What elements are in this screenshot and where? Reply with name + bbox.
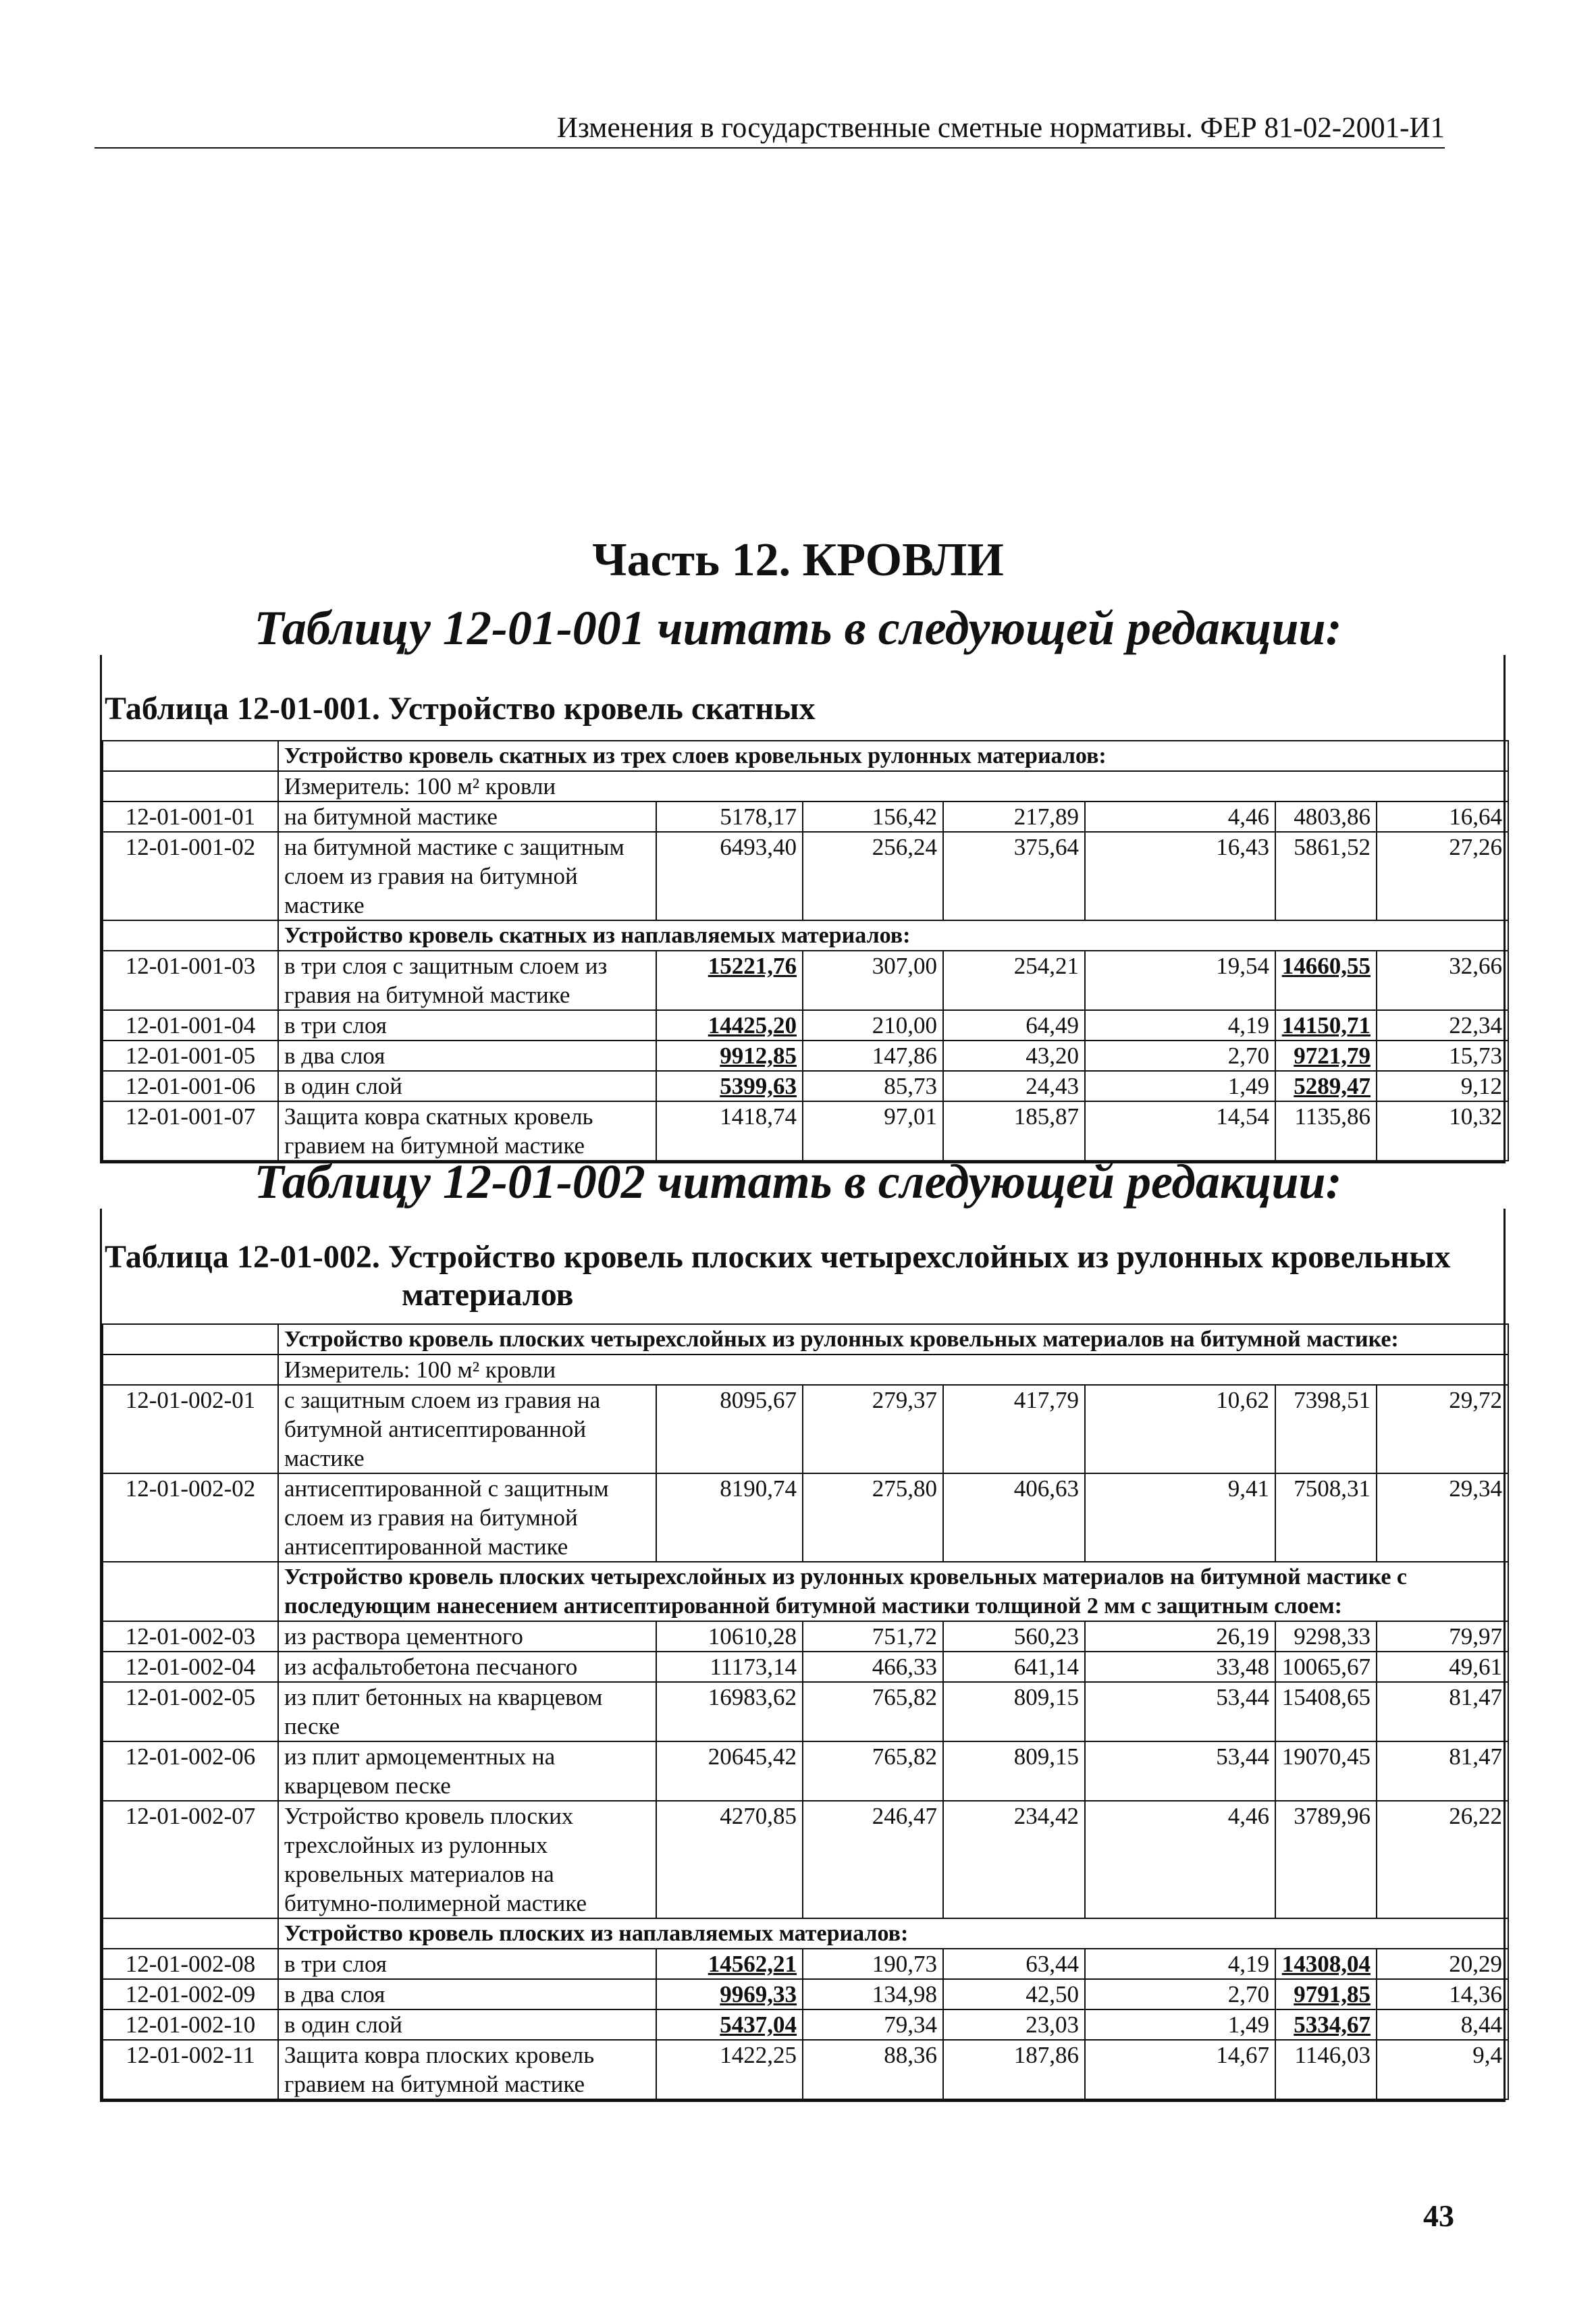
redaction-note-2: Таблицу 12-01-002 читать в следующей редакции: [254,1155,1342,1209]
value-col-4: 53,44 [1085,1682,1275,1741]
table-row [103,2009,1508,2040]
redaction-note-1: Таблицу 12-01-001 читать в следующей редакции: [254,601,1342,655]
row-name: на битумной мастике с защитным слоем из гравия на битумной мастике [278,832,656,920]
value-col-6: 26,22 [1377,1801,1508,1918]
value-col-6: 10,32 [1377,1101,1508,1161]
value-col-3: 187,86 [943,2040,1085,2099]
table-row [103,1071,1508,1101]
value-col-3: 417,79 [943,1385,1085,1473]
blank-cell [103,1562,278,1621]
value-col-2: 275,80 [803,1473,943,1562]
value-col-1: 1422,25 [656,2040,803,2099]
table-title [102,1209,1504,1323]
value-col-4: 4,46 [1085,1801,1275,1918]
row-code: 12-01-002-09 [103,1979,278,2009]
page-number: 43 [1423,2199,1454,2233]
value-col-2: 97,01 [803,1101,943,1161]
value-col-3: 254,21 [943,951,1085,1010]
value-col-2: 751,72 [803,1621,943,1652]
value-col-3: 560,23 [943,1621,1085,1652]
row-name: в три слоя [278,1949,656,1979]
value-col-5: 1135,86 [1275,1101,1377,1161]
value-col-3: 43,20 [943,1041,1085,1071]
section-row [103,1324,1508,1355]
row-code: 12-01-002-03 [103,1621,278,1652]
section-row [103,741,1508,771]
table-row [103,1101,1508,1161]
value-col-4: 9,41 [1085,1473,1275,1562]
value-col-6: 81,47 [1377,1741,1508,1801]
table-row [103,1010,1508,1041]
table-row [103,1473,1508,1562]
row-name: в два слоя [278,1041,656,1071]
value-col-1: 14425,20 [656,1010,803,1041]
table-title-line1: Таблица 12-01-002. Устройство кровель плоских четырехслойных из рулонных кровельных [105,1239,1451,1275]
row-name: Защита ковра плоских кровель гравием на битумной мастике [278,2040,656,2099]
value-col-1: 5399,63 [656,1071,803,1101]
row-name: из асфальтобетона песчаного [278,1652,656,1682]
value-col-4: 1,49 [1085,1071,1275,1101]
value-col-2: 307,00 [803,951,943,1010]
value-col-5: 9721,79 [1275,1041,1377,1071]
section-heading: Устройство кровель плоских из наплавляемых материалов: [278,1918,1508,1949]
value-col-5: 14150,71 [1275,1010,1377,1041]
value-col-4: 2,70 [1085,1041,1275,1071]
value-col-5: 7398,51 [1275,1385,1377,1473]
value-col-1: 6493,40 [656,832,803,920]
table-row [103,1682,1508,1741]
header-rule [95,147,1445,149]
value-col-2: 210,00 [803,1010,943,1041]
value-col-4: 2,70 [1085,1979,1275,2009]
blank-cell [103,771,278,801]
row-code: 12-01-001-05 [103,1041,278,1071]
value-col-6: 49,61 [1377,1652,1508,1682]
value-col-3: 406,63 [943,1473,1085,1562]
value-col-5: 9298,33 [1275,1621,1377,1652]
blank-cell [103,1918,278,1949]
row-code: 12-01-002-11 [103,2040,278,2099]
table-title-line2: материалов [402,1277,574,1313]
value-col-4: 4,19 [1085,1949,1275,1979]
table-12-01-002-block [100,1209,1506,2102]
row-name: антисептированной с защитным слоем из гравия на битумной антисептированной мастике [278,1473,656,1562]
row-code: 12-01-002-10 [103,2009,278,2040]
row-name: в два слоя [278,1979,656,2009]
value-col-4: 19,54 [1085,951,1275,1010]
value-col-6: 32,66 [1377,951,1508,1010]
value-col-5: 5289,47 [1275,1071,1377,1101]
value-col-1: 4270,85 [656,1801,803,1918]
row-name: в три слоя [278,1010,656,1041]
table-row [103,1949,1508,1979]
blank-cell [103,920,278,951]
value-col-6: 9,12 [1377,1071,1508,1101]
value-col-3: 63,44 [943,1949,1085,1979]
row-name: из раствора цементного [278,1621,656,1652]
value-col-2: 147,86 [803,1041,943,1071]
value-col-1: 10610,28 [656,1621,803,1652]
value-col-1: 16983,62 [656,1682,803,1741]
value-col-3: 64,49 [943,1010,1085,1041]
row-name: Устройство кровель плоских трехслойных из рулонных кровельных материалов на битумно-полимерной мастике [278,1801,656,1918]
value-col-4: 4,19 [1085,1010,1275,1041]
value-col-5: 14660,55 [1275,951,1377,1010]
value-col-1: 11173,14 [656,1652,803,1682]
value-col-3: 185,87 [943,1101,1085,1161]
table-row [103,1741,1508,1801]
value-col-3: 809,15 [943,1682,1085,1741]
row-name: на битумной мастике [278,801,656,832]
value-col-2: 88,36 [803,2040,943,2099]
value-col-4: 14,54 [1085,1101,1275,1161]
row-name: Защита ковра скатных кровель гравием на битумной мастике [278,1101,656,1161]
row-name: в один слой [278,1071,656,1101]
row-code: 12-01-002-07 [103,1801,278,1918]
section-heading: Устройство кровель скатных из наплавляемых материалов: [278,920,1508,951]
section-heading: Устройство кровель плоских четырехслойных из рулонных кровельных материалов на битумной мастике с последующим нанесением антисептированной битумной мастики толщиной 2 мм с защитным слоем: [278,1562,1508,1621]
table-12-01-001-block [100,655,1506,1163]
value-col-1: 8095,67 [656,1385,803,1473]
value-col-6: 81,47 [1377,1682,1508,1741]
value-col-6: 27,26 [1377,832,1508,920]
value-col-3: 42,50 [943,1979,1085,2009]
row-name: из плит армоцементных на кварцевом песке [278,1741,656,1801]
value-col-6: 29,34 [1377,1473,1508,1562]
value-col-5: 15408,65 [1275,1682,1377,1741]
value-col-6: 16,64 [1377,801,1508,832]
value-col-6: 22,34 [1377,1010,1508,1041]
table-row [103,2040,1508,2099]
measure-unit: Измеритель: 100 м² кровли [278,1355,1508,1385]
value-col-5: 19070,45 [1275,1741,1377,1801]
value-col-4: 16,43 [1085,832,1275,920]
value-col-3: 375,64 [943,832,1085,920]
value-col-2: 156,42 [803,801,943,832]
measure-unit: Измеритель: 100 м² кровли [278,771,1508,801]
value-col-4: 53,44 [1085,1741,1275,1801]
row-code: 12-01-001-03 [103,951,278,1010]
table-row [103,1621,1508,1652]
value-col-5: 10065,67 [1275,1652,1377,1682]
row-code: 12-01-001-06 [103,1071,278,1101]
value-col-2: 279,37 [803,1385,943,1473]
table-row [103,1385,1508,1473]
value-col-3: 23,03 [943,2009,1085,2040]
table-12-01-001 [102,740,1509,1161]
table-row [103,1979,1508,2009]
value-col-1: 8190,74 [656,1473,803,1562]
section-heading: Устройство кровель плоских четырехслойных из рулонных кровельных материалов на битумной мастике: [278,1324,1508,1355]
part-title: Часть 12. КРОВЛИ [592,534,1004,586]
value-col-5: 14308,04 [1275,1949,1377,1979]
value-col-2: 190,73 [803,1949,943,1979]
value-col-1: 5178,17 [656,801,803,832]
section-row [103,1562,1508,1621]
section-row [103,920,1508,951]
value-col-3: 809,15 [943,1741,1085,1801]
value-col-2: 466,33 [803,1652,943,1682]
row-name: с защитным слоем из гравия на битумной антисептированной мастике [278,1385,656,1473]
row-code: 12-01-002-05 [103,1682,278,1741]
value-col-2: 765,82 [803,1682,943,1741]
value-col-1: 20645,42 [656,1741,803,1801]
value-col-4: 33,48 [1085,1652,1275,1682]
value-col-3: 24,43 [943,1071,1085,1101]
row-code: 12-01-002-01 [103,1385,278,1473]
table-row [103,1652,1508,1682]
value-col-4: 26,19 [1085,1621,1275,1652]
row-name: в один слой [278,2009,656,2040]
value-col-6: 79,97 [1377,1621,1508,1652]
value-col-2: 246,47 [803,1801,943,1918]
value-col-6: 15,73 [1377,1041,1508,1071]
row-name: в три слоя с защитным слоем из гравия на битумной мастике [278,951,656,1010]
value-col-2: 85,73 [803,1071,943,1101]
value-col-4: 1,49 [1085,2009,1275,2040]
value-col-5: 4803,86 [1275,801,1377,832]
value-col-2: 765,82 [803,1741,943,1801]
table-12-01-002 [102,1323,1509,2100]
section-heading: Устройство кровель скатных из трех слоев кровельных рулонных материалов: [278,741,1508,771]
blank-cell [103,1324,278,1355]
value-col-1: 9969,33 [656,1979,803,2009]
row-code: 12-01-002-08 [103,1949,278,1979]
row-code: 12-01-002-02 [103,1473,278,1562]
value-col-3: 641,14 [943,1652,1085,1682]
table-row [103,1801,1508,1918]
row-code: 12-01-001-02 [103,832,278,920]
value-col-6: 29,72 [1377,1385,1508,1473]
value-col-1: 1418,74 [656,1101,803,1161]
table-row [103,951,1508,1010]
value-col-4: 10,62 [1085,1385,1275,1473]
blank-cell [103,741,278,771]
value-col-5: 1146,03 [1275,2040,1377,2099]
section-row [103,1918,1508,1949]
value-col-5: 9791,85 [1275,1979,1377,2009]
value-col-5: 5334,67 [1275,2009,1377,2040]
value-col-5: 7508,31 [1275,1473,1377,1562]
blank-cell [103,1355,278,1385]
table-row [103,1041,1508,1071]
table-row [103,832,1508,920]
value-col-5: 3789,96 [1275,1801,1377,1918]
row-code: 12-01-001-01 [103,801,278,832]
table-row [103,801,1508,832]
value-col-6: 8,44 [1377,2009,1508,2040]
measure-row [103,1355,1508,1385]
value-col-6: 9,4 [1377,2040,1508,2099]
row-code: 12-01-002-04 [103,1652,278,1682]
value-col-3: 234,42 [943,1801,1085,1918]
value-col-1: 5437,04 [656,2009,803,2040]
value-col-4: 4,46 [1085,801,1275,832]
value-col-5: 5861,52 [1275,832,1377,920]
row-code: 12-01-002-06 [103,1741,278,1801]
value-col-3: 217,89 [943,801,1085,832]
row-code: 12-01-001-07 [103,1101,278,1161]
measure-row [103,771,1508,801]
table-title: Таблица 12-01-001. Устройство кровель скатных [105,691,816,727]
value-col-2: 256,24 [803,832,943,920]
value-col-4: 14,67 [1085,2040,1275,2099]
running-header: Изменения в государственные сметные нормативы. ФЕР 81-02-2001-И1 [556,112,1445,144]
value-col-6: 20,29 [1377,1949,1508,1979]
row-code: 12-01-001-04 [103,1010,278,1041]
value-col-1: 9912,85 [656,1041,803,1071]
value-col-2: 134,98 [803,1979,943,2009]
row-name: из плит бетонных на кварцевом песке [278,1682,656,1741]
value-col-1: 15221,76 [656,951,803,1010]
value-col-6: 14,36 [1377,1979,1508,2009]
value-col-2: 79,34 [803,2009,943,2040]
value-col-1: 14562,21 [656,1949,803,1979]
